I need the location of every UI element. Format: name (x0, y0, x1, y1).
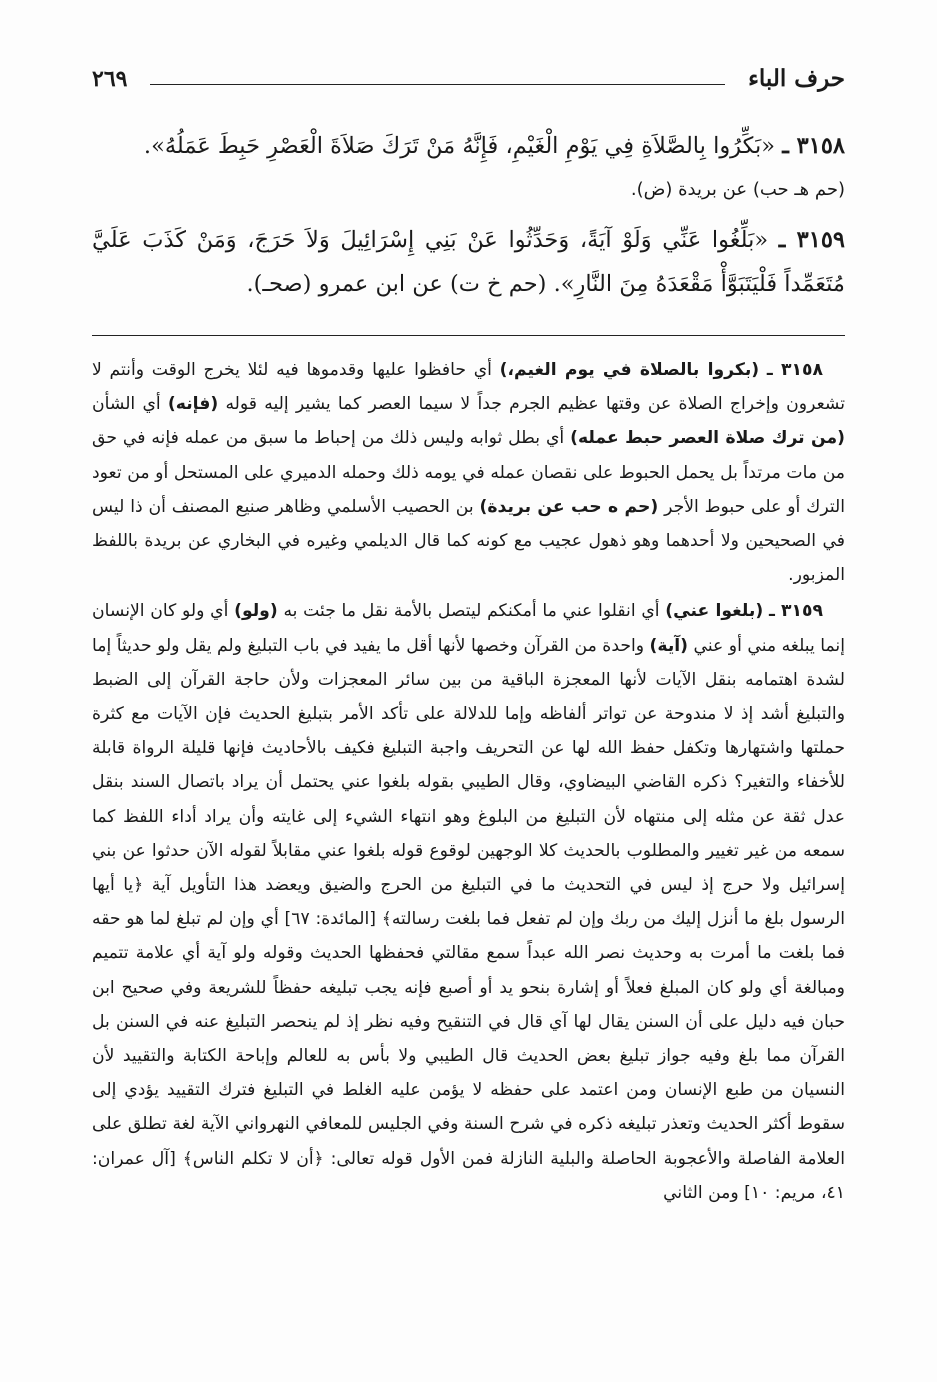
commentary-text: أي حافظوا عليها وقدموها فيه لئلا يخرج الوقت وأنتم لا تشعرون وإخراج الصلاة عن وقتها عظيم الجرم جداً لا سيما العصر كما يشير إليه قوله (92, 360, 846, 415)
commentary-text: أي ولو كان الإنسان إنما يبلغه مني أو عني (92, 601, 845, 656)
commentary-lemma: (من ترك صلاة العصر حبط عمله) (570, 428, 846, 449)
chapter-title: حرف الباء (748, 65, 845, 92)
page-number: ٢٦٩ (92, 66, 128, 92)
commentary-text: بن الحصيب الأسلمي وظاهر صنيع المصنف أن ذا ليس في الصحيحين ولا أحدهما وهو ذهول عجيب مع كونه كما قال الديلمي وغيره في البخاري عن بريدة باللفظ المزبور. (92, 496, 845, 586)
commentary-number: ٣١٥٨ ـ (766, 360, 824, 380)
hadith-text: «بَلِّغُوا عَنِّي وَلَوْ آيَةً، وَحَدِّثُوا عَنْ بَنِي إِسْرَائِيلَ وَلاَ حَرَجَ، وَمَنْ كَذَبَ عَلَيَّ مُتَعَمِّداً فَلْيَتَبَوَّأْ مَقْعَدَهُ مِنَ النَّارِ». (92, 227, 845, 297)
hadith-number: ٣١٥٨ ـ (782, 133, 845, 159)
hadith-text-block (92, 124, 845, 306)
hadith-source: (حم هـ حب) عن بريدة (ض). (630, 179, 845, 200)
section-separator (92, 335, 845, 336)
commentary-lemma: (ولو) (234, 601, 278, 622)
hadith-number: ٣١٥٩ ـ (778, 227, 845, 253)
commentary-3158 (92, 353, 845, 592)
commentary-text: واحدة من القرآن وخصها لأنها أقل ما يفيد في باب التبليغ ولم يقل ولو حديثاً إما لشدة اهتمامه بنقل الآيات لأنها المعجزة الباقية من بين سائر المعجزات ولأن حاجة القرآن إلى الضبط والتبليغ أشد إذ لا مندوحة عن تواتر ألفاظه وإما للدلالة على تأكد الأمر بتبليغ الحديث فإن الآيات مع كثرة حملتها واشتهارها وتكفل حفظ الله لها عن التحريف واجبة التبليغ فكيف بالأحاديث فإنها قليلة الرواة قابلة للأخفاء والتغير؟ ذكره القاضي البيضاوي، وقال الطيبي بقوله بلغوا عني يحتمل أن يراد باتصال السند بنقل عدل ثقة عن مثله إلى منتهاه لأن التبليغ من البلوغ وهو انتهاء الشيء إلى غايته وأن يراد أداء اللفظ كما سمعه من غير تغيير والمطلوب بالحديث كلا الوجهين لوقوع قوله بلغوا عني مقابلاً لقوله الآن حدثوا عن بني إسرائيل ولا حرج إذ ليس في التحديث ما في التبليغ من الحرج والضيق ويعضد هذا التأويل آية ﴿يا أيها الرسول بلغ ما أنزل إليك من ربك وإن لم تفعل فما بلغت رسالته﴾ [المائدة: ٦٧] أي وإن لم تبلغ لما هو حقه فما بلغت ما أمرت به وحديث نصر الله عبداً سمع مقالتي فحفظها الحديث وقوله ولو آية أي علامة تتميم ومبالغة أي ولو كان المبلغ فعلاً أو إشارة بنحو يد أو أصبع فإنه يجب تبليغه حفظاً للشريعة وفي صحيح ابن حبان فيه دليل على أن السنن يقال لها آي قال في التنقيح وفيه نظر إذ لم ينحصر التبليغ عنه في السنن بل القرآن مما بلغ وفيه جواز تبليغ بعض الحديث قال الطيبي ولا بأس به للعالم وإباحة الكتابة والتقييد لأن النسيان من طبع الإنسان ومن اعتمد على حفظه لا يؤمن عليه الغلط في التبليغ فترك التقييد يؤدي إلى سقوط أكثر الحديث وتعذر تبليغه ذكره في شرح السنة وفي الجليس للمعافي النهرواني الآية لغة تطلق على العلامة الفاصلة والأعجوبة الحاصلة والبلية النازلة فمن الأول قوله تعالى: ﴿أن لا تكلم الناس﴾ [آل عمران: ٤١، مريم: ١٠] ومن الثاني (92, 635, 846, 1203)
commentary-block (92, 353, 845, 1210)
commentary-text: أي انقلوا عني ما أمكنكم ليتصل بالأمة نقل ما جئت به (283, 601, 660, 622)
commentary-3159 (92, 594, 845, 1210)
hadith-text: «بَكِّرُوا بِالصَّلاَةِ فِي يَوْمِ الْغَيْمِ، فَإِنَّهُ مَنْ تَرَكَ صَلاَةَ الْعَصْرِ حَبِطَ عَمَلُهُ». (143, 133, 776, 159)
commentary-number: ٣١٥٩ ـ (768, 601, 824, 622)
commentary-lemma: (حم ه حب عن بريدة) (479, 496, 659, 517)
commentary-lemma: (بلغوا عني) (665, 601, 764, 622)
header-rule (150, 84, 725, 85)
commentary-lemma: (بكروا بالصلاة في يوم الغيم،) (499, 360, 760, 380)
hadith-source: (حم خ ت) عن ابن عمرو (صحـ). (246, 271, 547, 297)
hadith-3158 (92, 124, 845, 168)
commentary-text: أي بطل ثوابه وليس ذلك من إحباط ما سبق من عمله فإنه في حق من مات مرتداً بل يحمل الحبوط على نقصان عمله في يومه ذلك وحمله الدميري على المستحل أو من تعود الترك أو على حبوط الأجر (92, 428, 846, 517)
commentary-lemma: (آية) (649, 635, 689, 656)
commentary-text: أي الشأن (92, 394, 161, 415)
running-header (92, 64, 845, 104)
commentary-lemma: (فإنه) (167, 394, 219, 415)
hadith-3159 (92, 218, 845, 306)
